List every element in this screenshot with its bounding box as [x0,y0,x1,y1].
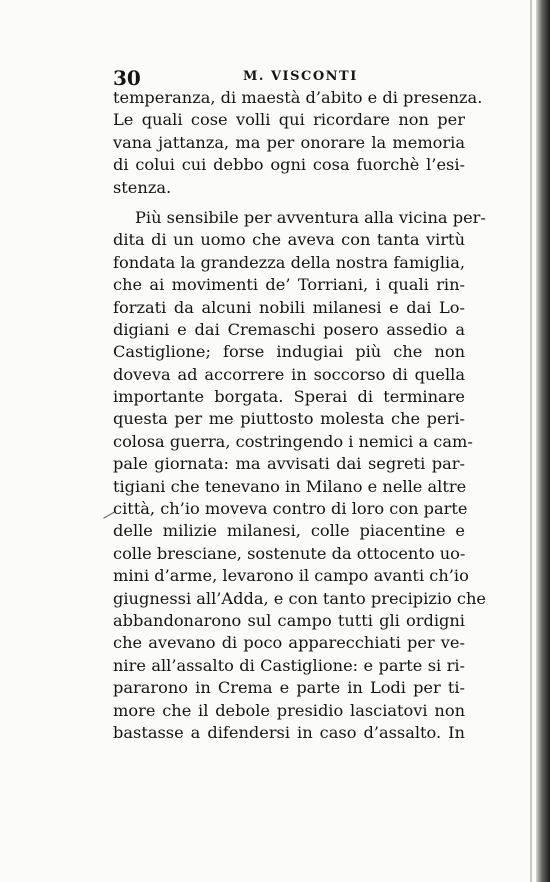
text-line: bastasse a difendersi in caso d’assalto. In [113,722,465,742]
paragraph-1 [113,87,483,199]
text-line: abbandonarono sul campo tutti gli ordigni [113,610,465,630]
body-text [113,87,486,744]
text-line: giugnessi all’Adda, e con tanto precipizio che [113,588,486,608]
text-line: nire all’assalto di Castiglione: e parte si ri- [113,655,465,675]
text-line: stenza. [113,177,172,197]
text-line: questa per me piuttosto molesta che peri- [113,409,465,429]
text-line: di colui cui debbo ogni cosa fuorchè l’esi- [113,155,465,175]
paragraph-gap [113,199,465,207]
text-line: che avevano di poco apparecchiati per ve- [113,633,465,653]
text-line: tigiani che tenevano in Milano e nelle altre [113,476,467,496]
text-line: pale giornata: ma avvisati dai segreti par- [113,454,465,474]
text-line: che ai movimenti de’ Torriani, i quali rin- [113,275,465,295]
running-head: M. VISCONTI [243,69,358,84]
text-line: Più sensibile per avventura alla vicina per- [135,207,486,227]
text-line: colosa guerra, costringendo i nemici a cam- [113,431,473,451]
text-line: doveva ad accorrere in soccorso di quella [113,364,465,384]
gutter-line [530,0,532,882]
text-line: dita di un uomo che aveva con tanta virtù [113,230,465,250]
text-line: pararono in Crema e parte in Lodi per ti- [113,678,465,698]
text-line: città, ch’io moveva contro di loro con parte [113,499,468,519]
text-line: delle milizie milanesi, colle piacentine e [113,521,465,541]
text-line: vana jattanza, ma per onorare la memoria [113,132,465,152]
text-line: importante borgata. Sperai di terminare [113,387,465,407]
text-line: temperanza, di maestà d’abito e di presenza. [113,88,483,107]
paragraph-2 [113,207,486,744]
text-line: Castiglione; forse indugiai più che non [113,342,465,362]
text-line: more che il debole presidio lasciatovi non [113,700,465,720]
text-line: Le quali cose volli qui ricordare non per [113,110,465,130]
text-line: digiani e dai Cremaschi posero assedio a [113,319,465,339]
page-number: 30 [113,66,141,90]
text-line: mini d’arme, levarono il campo avanti ch’io [113,566,469,586]
text-line: fondata la grandezza della nostra famiglia, [113,252,465,272]
book-spine [536,0,550,882]
text-line: forzati da alcuni nobili milanesi e dai Lo- [113,297,465,317]
text-line: colle bresciane, sostenute da ottocento uo- [113,543,466,563]
